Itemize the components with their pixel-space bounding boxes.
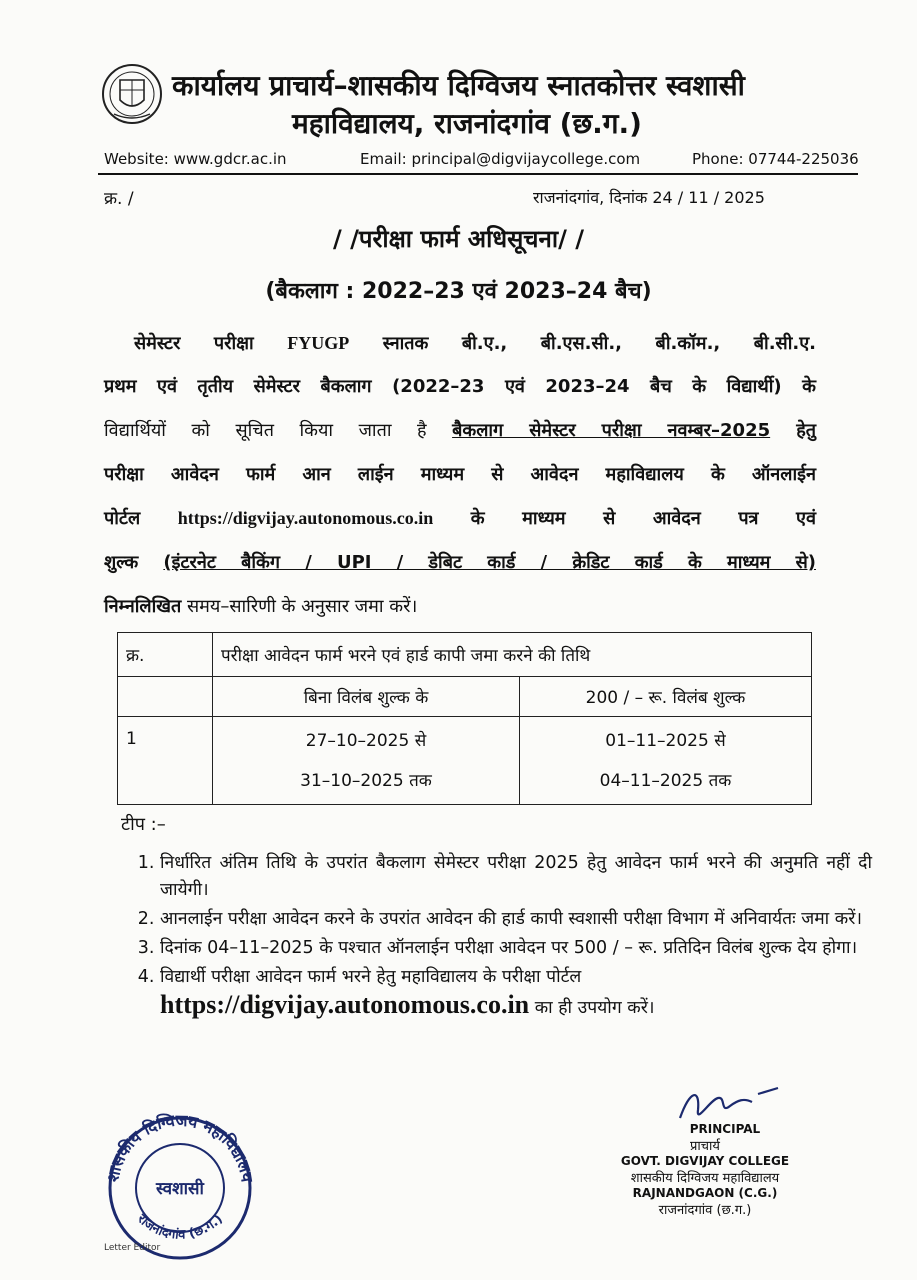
website-text: Website: www.gdcr.ac.in xyxy=(104,150,287,168)
row-serial: 1 xyxy=(118,717,213,805)
header-divider xyxy=(98,173,858,175)
notes-list xyxy=(104,850,872,1024)
body-line-4: परीक्षा आवेदन फार्म आन लाईन माध्यम से आवेदन महाविद्यालय के ऑनलाईन xyxy=(104,464,816,485)
without-fee-to-date: 31–10–2025 तक xyxy=(300,770,432,791)
letter-editor-label: Letter Editor xyxy=(104,1243,161,1253)
with-late-fee-header: 200 / – रू. विलंब शुल्क xyxy=(520,677,812,717)
notice-subheading: (बैकलाग : 2022–23 एवं 2023–24 बैच) xyxy=(265,279,652,304)
list-item: 1. निर्धारित अंतिम तिथि के उपरांत बैकलाग सेमेस्टर परीक्षा 2025 हेतु आवेदन फार्म भरने की अनुमति नहीं दी जायेगी। xyxy=(160,850,872,904)
college-emblem-icon xyxy=(100,60,164,130)
place-signature: राजनांदगांव (छ.ग.) xyxy=(658,1203,752,1218)
body-line-7: निम्नलिखित समय–सारिणी के अनुसार जमा करें। xyxy=(104,596,418,617)
reference-number: क्र. / xyxy=(104,189,134,209)
with-fee-to-date: 04–11–2025 तक xyxy=(599,770,732,791)
table-main-header: परीक्षा आवेदन फार्म भरने एवं हार्ड कापी जमा करने की तिथि xyxy=(213,633,812,677)
col-serial-header: क्र. xyxy=(118,633,213,677)
body-line-6: शुल्क (इंटरनेट बैकिंग / UPI / डेबिट कार्ड / क्रेडिट कार्ड के माध्यम से) xyxy=(104,552,816,573)
svg-text:राजनांदगांव (छ.ग.): राजनांदगांव (छ.ग.) xyxy=(134,1211,226,1243)
principal-title: प्राचार्य xyxy=(690,1139,720,1154)
college-title: महाविद्यालय, राजनांदगांव (छ.ग.) xyxy=(292,107,642,140)
portal-link-large[interactable]: https://digvijay.autonomous.co.in xyxy=(160,990,530,1019)
with-fee-from-date: 01–11–2025 से xyxy=(605,730,726,751)
without-late-fee-header: बिना विलंब शुल्क के xyxy=(213,677,520,717)
notes-label: टीप :– xyxy=(121,814,166,835)
svg-text:शासकीय दिग्विजय महाविद्यालय: शासकीय दिग्विजय महाविद्यालय xyxy=(103,1110,257,1184)
list-item: 4. विद्यार्थी परीक्षा आवेदन फार्म भरने हेतु महाविद्यालय के परीक्षा पोर्टल https://digvijay.autonomous.co.in का ही उपयोग करें। xyxy=(160,964,872,1022)
without-fee-from-date: 27–10–2025 से xyxy=(305,730,427,751)
college-name-signature: शासकीय दिग्विजय महाविद्यालय xyxy=(630,1171,780,1186)
body-line-5: पोर्टल https://digvijay.autonomous.co.in के माध्यम से आवेदन पत्र एवं xyxy=(104,508,816,529)
body-line-1: सेमेस्टर परीक्षा FYUGP स्नातक बी.ए., बी.एस.सी., बी.कॉम., बी.सी.ए. xyxy=(134,333,816,354)
office-title: कार्यालय प्राचार्य–शासकीय दिग्विजय स्नातकोत्तर स्वशासी xyxy=(172,69,745,102)
portal-link[interactable]: https://digvijay.autonomous.co.in xyxy=(177,508,434,528)
body-line-3: विद्यार्थियों को सूचित किया जाता है बैकलाग सेमेस्टर परीक्षा नवम्बर–2025 हेतु xyxy=(104,420,817,441)
signature-block: PRINCIPAL प्राचार्य GOVT. DIGVIJAY COLLEGE शासकीय दिग्विजय महाविद्यालय RAJNANDGAON (C.G.) राजनांदगांव (छ.ग.) xyxy=(560,1122,850,1218)
list-item: 2. आनलाईन परीक्षा आवेदन करने के उपरांत आवेदन की हार्ड कापी स्वशासी परीक्षा विभाग में अनिवार्यतः जमा करें। xyxy=(160,906,872,933)
svg-text:स्वशासी: स्वशासी xyxy=(156,1179,204,1199)
body-line-2: प्रथम एवं तृतीय सेमेस्टर बैकलाग (2022–23 एवं 2023–24 बैच के विद्यार्थी) के xyxy=(104,376,816,397)
phone-text: Phone: 07744-225036 xyxy=(692,150,859,168)
email-text: Email: principal@digvijaycollege.com xyxy=(360,150,641,168)
table-row xyxy=(118,717,812,805)
list-item: 3. दिनांक 04–11–2025 के पश्चात ऑनलाईन परीक्षा आवेदन पर 500 / – रू. प्रतिदिन विलंब शुल्क देय होगा। xyxy=(160,935,872,962)
notice-heading: / /परीक्षा फार्म अधिसूचना/ / xyxy=(333,225,584,253)
schedule-table xyxy=(117,632,812,805)
date-line: राजनांदगांव, दिनांक 24 / 11 / 2025 xyxy=(533,188,765,207)
college-seal xyxy=(100,1110,260,1260)
